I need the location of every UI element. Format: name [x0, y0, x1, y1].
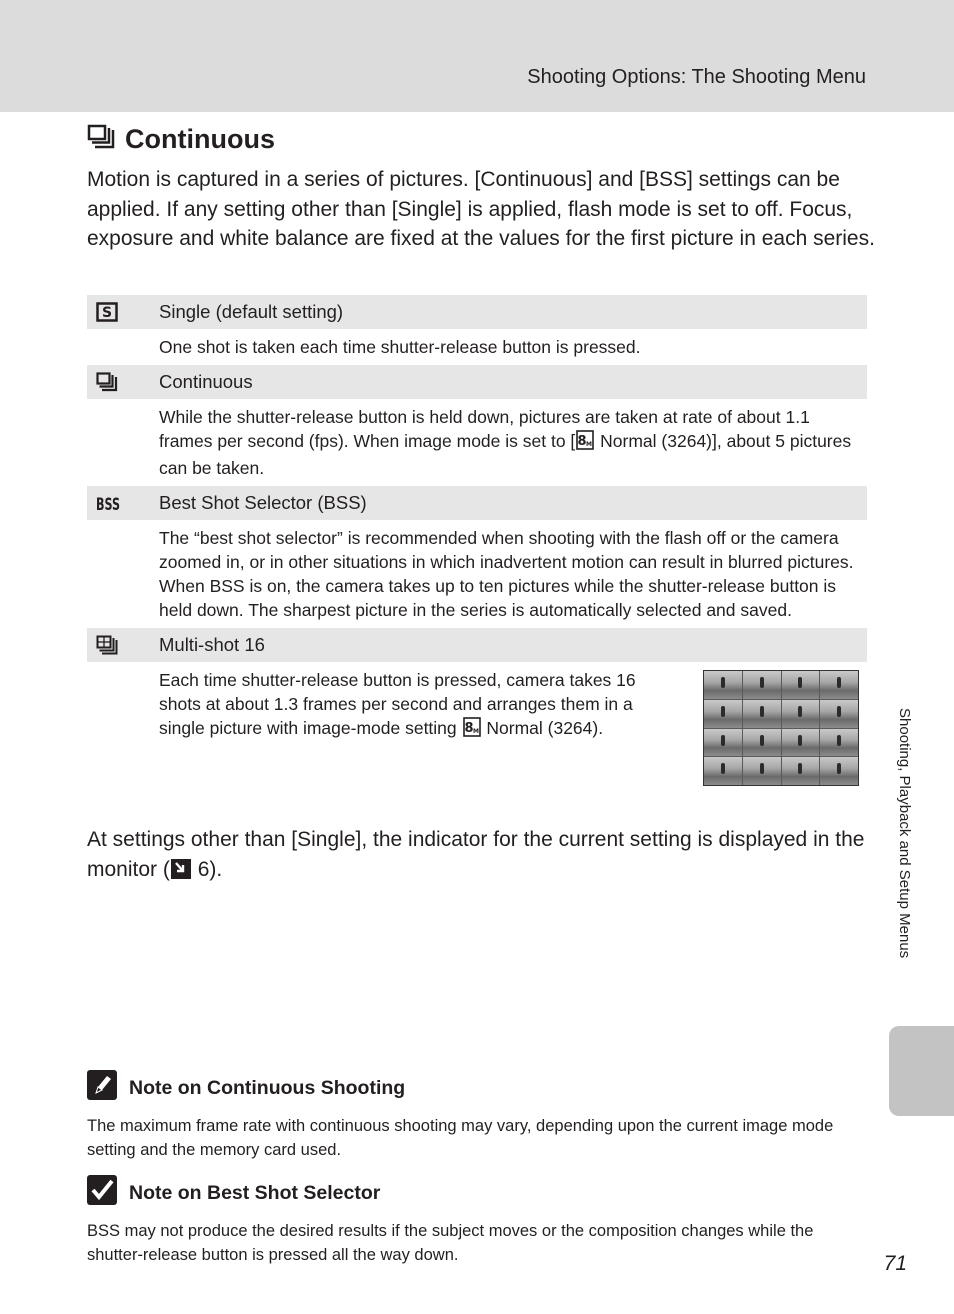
note-body: BSS may not produce the desired results if the subject moves or the composition changes while the shutter-release button is pressed all the way down. [87, 1222, 814, 1264]
sample-frame [782, 757, 820, 785]
indicator-paragraph [87, 825, 877, 887]
sample-frame [820, 757, 858, 785]
option-description: The “best shot selector” is recommended when shooting with the flash off or the camera zoomed in, or in other situations in which inadvertent motion can result in blurred pictures. When BSS is on, the camera takes up to ten pictures while the shutter-release button is held down. The sharpest picture in the series is automatically selected and saved. [159, 528, 854, 620]
note-continuous-shooting [87, 1070, 867, 1162]
sample-frame [743, 700, 781, 728]
sample-frame [782, 671, 820, 699]
svg-text:8: 8 [577, 434, 587, 449]
svg-text:M: M [472, 728, 479, 735]
options-table [87, 295, 867, 792]
option-row-single [87, 295, 867, 329]
multishot-sample-image [703, 670, 859, 786]
option-row-continuous [87, 365, 867, 399]
option-label: Single (default setting) [159, 301, 344, 322]
intro-paragraph: Motion is captured in a series of pictures. [Continuous] and [BSS] settings can be applied. If any setting other than [Single] is applied, flash mode is set to off. Focus, exposure and white balance are fixed at the values for the first picture in each series. [87, 168, 875, 250]
single-icon [87, 302, 159, 322]
image-mode-8m-icon [463, 717, 481, 743]
page-reference-icon [171, 858, 191, 888]
option-label: Continuous [159, 371, 253, 392]
svg-text:8: 8 [463, 721, 474, 736]
continuous-icon [87, 124, 117, 155]
description-text: While the shutter-release button is held down, pictures are taken at rate of about 1.1 frames per second (fps). When image mode is set to [ [159, 407, 810, 451]
side-thumb-tab [889, 1026, 954, 1116]
paragraph-text: At settings other than [Single], the indicator for the current setting is displayed in the monitor ( [87, 828, 865, 881]
continuous-icon [87, 372, 159, 392]
section-title [87, 124, 275, 155]
sample-frame [704, 757, 742, 785]
description-text: Each time shutter-release button is pressed, camera takes 16 shots at about 1.3 frames per second and arranges them in a single picture with image-mode setting [159, 670, 636, 738]
note-best-shot-selector [87, 1175, 867, 1267]
running-header: Shooting Options: The Shooting Menu [527, 66, 866, 88]
option-label: Best Shot Selector (BSS) [159, 492, 367, 513]
option-description: One shot is taken each time shutter-release button is pressed. [159, 337, 641, 357]
option-row-bss [87, 486, 867, 520]
sample-frame [782, 729, 820, 757]
svg-text:S: S [101, 305, 113, 321]
pencil-icon [87, 1070, 117, 1106]
sample-frame [782, 700, 820, 728]
page-number: 71 [883, 1252, 907, 1275]
sample-frame [743, 757, 781, 785]
note-title: Note on Best Shot Selector [129, 1181, 381, 1204]
note-title: Note on Continuous Shooting [129, 1076, 406, 1099]
sample-frame [743, 671, 781, 699]
note-body: The maximum frame rate with continuous shooting may vary, depending upon the current image mode setting and the memory card used. [87, 1117, 834, 1159]
sample-frame [820, 671, 858, 699]
option-description [87, 399, 867, 486]
option-label: Multi-shot 16 [159, 634, 265, 655]
sample-frame [743, 729, 781, 757]
check-icon [87, 1175, 117, 1211]
sample-frame [820, 700, 858, 728]
paragraph-text: 6). [191, 857, 223, 881]
bss-icon [87, 493, 159, 513]
side-section-label: Shooting, Playback and Setup Menus [896, 708, 913, 959]
option-description [87, 662, 867, 792]
description-text-block [159, 668, 679, 743]
header-band [0, 0, 954, 112]
multishot-icon [87, 635, 159, 655]
option-row-multishot [87, 628, 867, 662]
image-mode-8m-icon [576, 430, 594, 456]
svg-text:BSS: BSS [96, 495, 120, 515]
description-text: Normal (3264). [481, 718, 604, 738]
sample-frame [704, 729, 742, 757]
description-text: Normal (3264)], about 5 pictures can be taken. [159, 431, 852, 478]
page-title: Continuous [125, 124, 275, 154]
sample-frame [704, 671, 742, 699]
sample-frame [704, 700, 742, 728]
sample-frame [820, 729, 858, 757]
svg-text:M: M [586, 441, 593, 448]
